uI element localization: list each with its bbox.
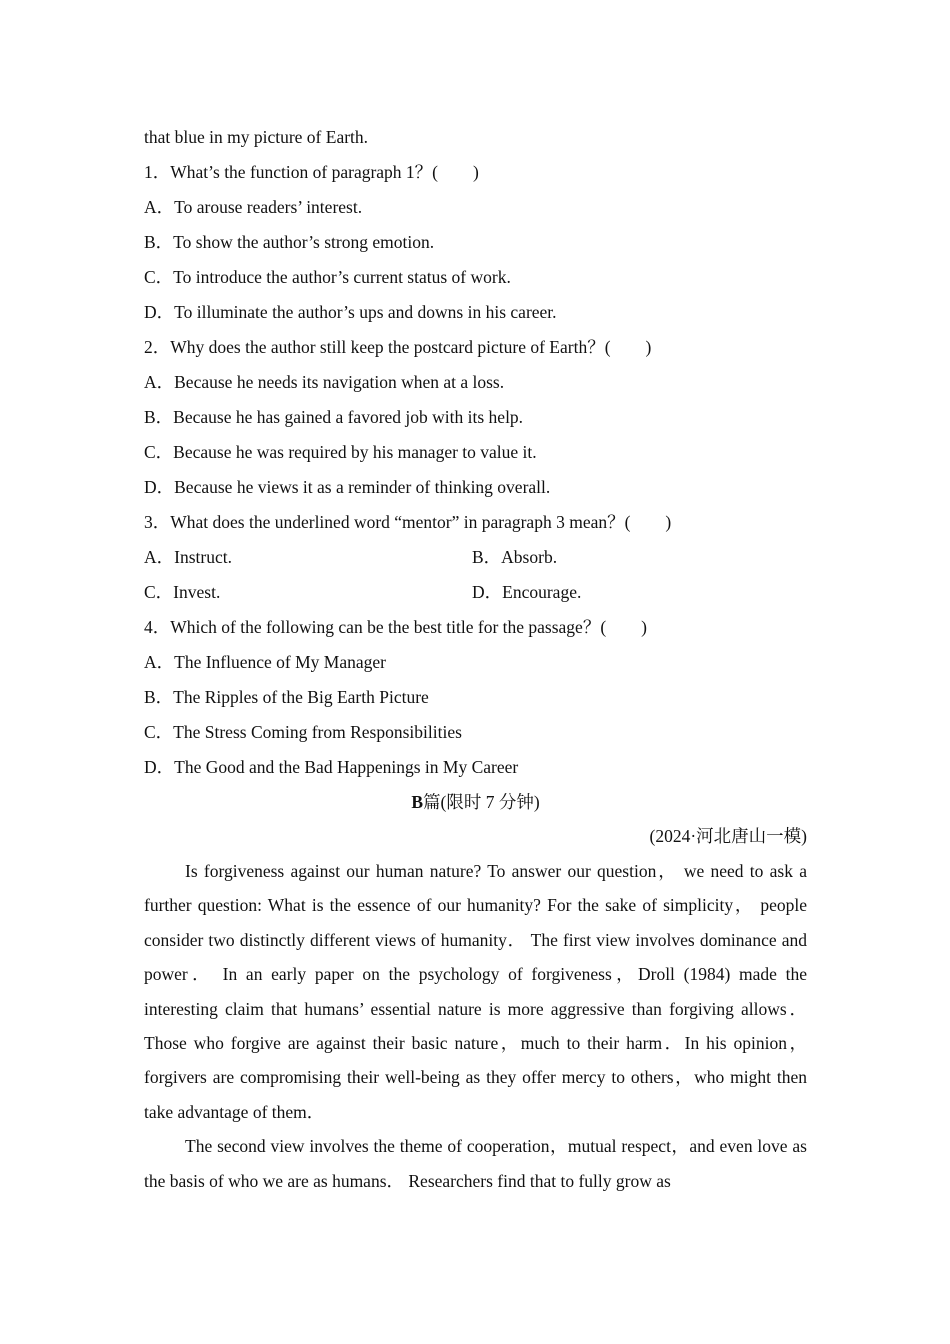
question-3-option-d: D．Encourage.: [472, 582, 582, 602]
question-3-option-c: C．Invest.: [144, 582, 221, 602]
section-source: (2024·河北唐山一模): [649, 826, 807, 846]
question-4-option-a: A．The Influence of My Manager: [144, 652, 386, 672]
question-3-option-b: B．Absorb.: [472, 547, 558, 567]
section-title: 篇(限时 7 分钟): [423, 792, 540, 812]
question-2-stem: 2．Why does the author still keep the postcard picture of Earth？( ): [144, 337, 652, 357]
question-4-stem: 4．Which of the following can be the best title for the passage？( ): [144, 617, 647, 637]
question-3-options-row-2: [144, 575, 807, 610]
question-3-stem: 3．What does the underlined word “mentor” in paragraph 3 mean？( ): [144, 512, 672, 532]
question-4-option-d: D．The Good and the Bad Happenings in My Career: [144, 757, 519, 777]
question-2-option-a: A．Because he needs its navigation when at a loss.: [144, 372, 505, 392]
question-3-option-a: A．Instruct.: [144, 547, 232, 567]
passage-paragraph-2: The second view involves the theme of cooperation，mutual respect，and even love as the basis of who we are as humans． Researchers find that to fully grow as: [144, 1136, 807, 1191]
passage-paragraph-1: Is forgiveness against our human nature? To answer our question， we need to ask a further question: What is the essence of our humanity? For the sake of simplicity， people consider two distinctly different views of humanity． The first view involves dominance and power． In an early paper on the psychology of forgiveness，Droll (1984) made the interesting claim that humans’ essential nature is more aggressive than forgiving allows． Those who forgive are against their basic nature，much to their harm．In his opinion，forgivers are compromising their well-being as they offer mercy to others，who might then take advantage of them．: [144, 861, 807, 1122]
section-letter: B: [411, 792, 424, 812]
question-2-option-d: D．Because he views it as a reminder of thinking overall.: [144, 477, 551, 497]
passage-continuation: that blue in my picture of Earth.: [144, 127, 369, 147]
question-1-option-a: A．To arouse readers’ interest.: [144, 197, 363, 217]
question-1-option-d: D．To illuminate the author’s ups and downs in his career.: [144, 302, 557, 322]
question-1-option-b: B．To show the author’s strong emotion.: [144, 232, 435, 252]
question-2-option-b: B．Because he has gained a favored job with its help.: [144, 407, 524, 427]
question-1-option-c: C．To introduce the author’s current status of work.: [144, 267, 511, 287]
question-3-options-row-1: [144, 540, 807, 575]
question-2-option-c: C．Because he was required by his manager to value it.: [144, 442, 537, 462]
question-4-option-c: C．The Stress Coming from Responsibilities: [144, 722, 462, 742]
question-1-stem: 1．What’s the function of paragraph 1？( ): [144, 162, 479, 182]
section-heading: [144, 785, 807, 819]
question-4-option-b: B．The Ripples of the Big Earth Picture: [144, 687, 429, 707]
page-content: [144, 120, 807, 1198]
